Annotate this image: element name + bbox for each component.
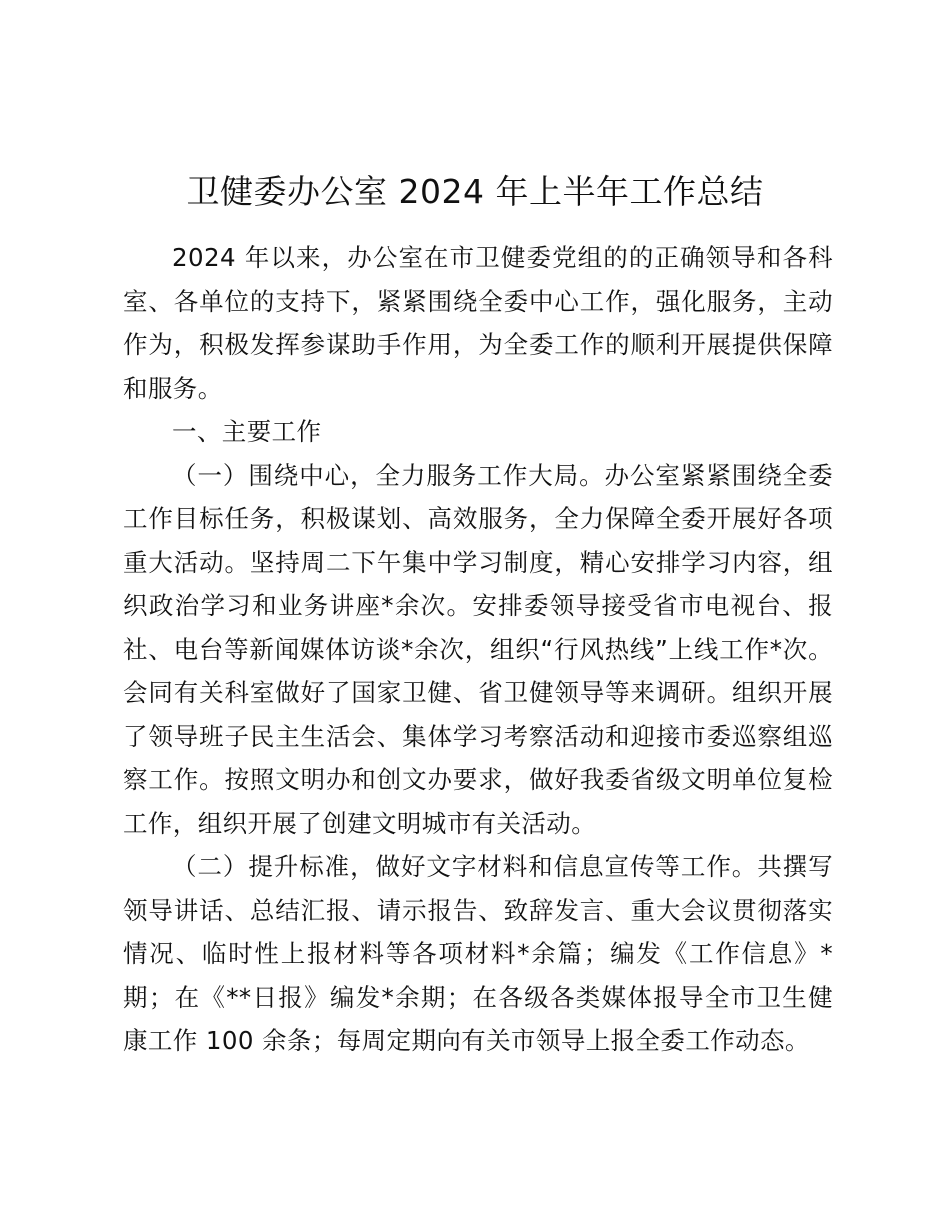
section-paragraph-2: （二）提升标准，做好文字材料和信息宣传等工作。共撰写领导讲话、总结汇报、请示报告、致辞发言、重大会议贯彻落实情况、临时性上报材料等各项材料*余篇；编发《工作信息》*期；在《**日报》编发*余期；在各级各类媒体报导全市卫生健康工作 100 余条；每周定期向有关市领导上报全委工作动态。 (123, 852, 833, 1055)
section-heading-main-work: 一、主要工作 (172, 417, 322, 446)
document-body (123, 236, 833, 1063)
section-paragraph-1: （一）围绕中心，全力服务工作大局。办公室紧紧围绕全委工作目标任务，积极谋划、高效服务，全力保障全委开展好各项重大活动。坚持周二下午集中学习制度，精心安排学习内容，组织政治学习和业务讲座*余次。安排委领导接受省市电视台、报社、电台等新闻媒体访谈*余次，组织“行风热线”上线工作*次。会同有关科室做好了国家卫健、省卫健领导等来调研。组织开展了领导班子民主生活会、集体学习考察活动和迎接市委巡察组巡察工作。按照文明办和创文办要求，做好我委省级文明单位复检工作，组织开展了创建文明城市有关活动。 (123, 460, 833, 838)
intro-paragraph: 2024 年以来，办公室在市卫健委党组的的正确领导和各科室、各单位的支持下，紧紧围绕全委中心工作，强化服务，主动作为，积极发挥参谋助手作用，为全委工作的顺利开展提供保障和服务。 (123, 243, 833, 403)
document-title: 卫健委办公室 2024 年上半年工作总结 (186, 172, 764, 211)
